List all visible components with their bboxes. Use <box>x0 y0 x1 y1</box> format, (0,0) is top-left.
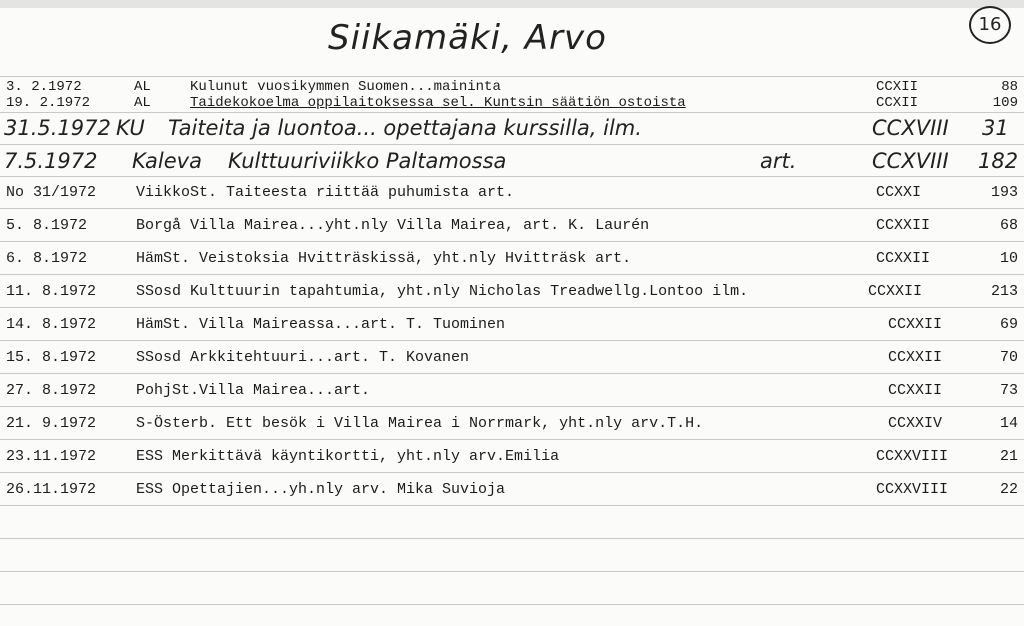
entry-volume: CCXXIV <box>888 415 943 432</box>
entry-row <box>0 94 1024 112</box>
rule-line <box>0 176 1024 177</box>
rule-line <box>0 208 1024 209</box>
entry-volume: CCXII <box>876 95 919 111</box>
entry-page: 73 <box>999 382 1018 399</box>
rule-line <box>0 76 1024 77</box>
entry-source: Kaleva <box>132 149 202 173</box>
entry-page: 31 <box>982 116 1009 140</box>
entry-volume: CCXXII <box>888 382 943 399</box>
entry-row <box>0 215 1024 237</box>
entry-volume: CCXII <box>876 79 919 95</box>
entry-date: 5. 8.1972 <box>6 217 88 234</box>
entry-volume: CCXVIII <box>872 149 949 173</box>
rule-line <box>0 307 1024 308</box>
entry-page: 213 <box>990 283 1018 300</box>
rule-line <box>0 340 1024 341</box>
entry-source: AL <box>134 79 151 95</box>
entry-row <box>0 380 1024 402</box>
entry-page: 182 <box>978 149 1019 173</box>
entry-page: 22 <box>999 481 1018 498</box>
entry-page: 193 <box>990 184 1018 201</box>
entry-volume: CCXXII <box>876 250 931 267</box>
entry-text: HämSt. Villa Maireassa...art. T. Tuominen <box>136 316 506 333</box>
entry-volume: CCXXI <box>876 184 922 201</box>
entry-text: ESS Opettajien...yh.nly arv. Mika Suvioja <box>136 481 506 498</box>
entry-volume: CCXVIII <box>872 116 949 140</box>
entry-volume: CCXXVIII <box>876 481 949 498</box>
entry-page: 88 <box>1001 79 1018 95</box>
entry-date: 26.11.1972 <box>6 481 97 498</box>
rule-line <box>0 505 1024 506</box>
entry-date: 23.11.1972 <box>6 448 97 465</box>
entry-page: 70 <box>999 349 1018 366</box>
entry-text: SSosd Arkkitehtuuri...art. T. Kovanen <box>136 349 470 366</box>
entry-date: 7.5.1972 <box>4 149 98 173</box>
rule-line <box>0 144 1024 145</box>
rule-line <box>0 439 1024 440</box>
card-top-edge <box>0 0 1024 8</box>
entry-date: 21. 9.1972 <box>6 415 97 432</box>
entry-row <box>0 347 1024 369</box>
entry-date: 15. 8.1972 <box>6 349 97 366</box>
rule-line <box>0 241 1024 242</box>
entry-page: 21 <box>999 448 1018 465</box>
entry-page: 109 <box>992 95 1018 111</box>
rule-line <box>0 604 1024 605</box>
entry-text: HämSt. Veistoksia Hvitträskissä, yht.nly Hvitträsk art. <box>136 250 632 267</box>
entry-text: ESS Merkittävä käyntikortti, yht.nly arv.Emilia <box>136 448 560 465</box>
entry-row <box>0 248 1024 270</box>
entry-date: 19. 2.1972 <box>6 95 91 111</box>
entry-text: Taiteita ja luontoa... opettajana kurssilla, ilm. <box>168 116 642 140</box>
entry-volume: CCXXII <box>876 217 931 234</box>
card-title: Siikamäki, Arvo <box>328 18 607 58</box>
entry-row <box>0 479 1024 501</box>
entry-date: 14. 8.1972 <box>6 316 97 333</box>
card-number: 16 <box>969 6 1011 44</box>
entry-page: 69 <box>999 316 1018 333</box>
entry-page: 68 <box>999 217 1018 234</box>
entry-text: Kulttuuriviikko Paltamossa <box>228 149 507 173</box>
rule-line <box>0 538 1024 539</box>
entry-date: 3. 2.1972 <box>6 79 82 95</box>
entry-source: KU <box>116 116 145 140</box>
handwritten-row <box>0 146 1024 176</box>
entry-volume: CCXXVIII <box>876 448 949 465</box>
rule-line <box>0 472 1024 473</box>
rule-line <box>0 406 1024 407</box>
entry-volume: CCXXII <box>868 283 923 300</box>
entry-text: Kulunut vuosikymmen Suomen...maininta <box>190 79 501 95</box>
rule-line <box>0 274 1024 275</box>
entry-date: No 31/1972 <box>6 184 97 201</box>
entry-date: 27. 8.1972 <box>6 382 97 399</box>
rule-line <box>0 571 1024 572</box>
entry-page: 14 <box>999 415 1018 432</box>
entry-text: PohjSt.Villa Mairea...art. <box>136 382 371 399</box>
entry-date: 31.5.1972 <box>4 116 111 140</box>
entry-row <box>0 446 1024 468</box>
entry-row <box>0 413 1024 435</box>
entry-text: SSosd Kulttuurin tapahtumia, yht.nly Nicholas Treadwellg.Lontoo ilm. <box>136 283 749 300</box>
entry-text: Taidekokoelma oppilaitoksessa sel. Kuntsin säätiön ostoista <box>190 95 686 111</box>
entry-date: 11. 8.1972 <box>6 283 97 300</box>
entry-page: 10 <box>999 250 1018 267</box>
rule-line <box>0 373 1024 374</box>
entry-source: AL <box>134 95 151 111</box>
entry-date: 6. 8.1972 <box>6 250 88 267</box>
entry-text: S-Österb. Ett besök i Villa Mairea i Norrmark, yht.nly arv.T.H. <box>136 415 704 432</box>
entry-text: Borgå Villa Mairea...yht.nly Villa Mairea, art. K. Laurén <box>136 217 650 234</box>
entry-volume: CCXXII <box>888 316 943 333</box>
entry-row <box>0 182 1024 204</box>
entry-row <box>0 281 1024 303</box>
entry-volume: CCXXII <box>888 349 943 366</box>
entry-text: ViikkoSt. Taiteesta riittää puhumista art. <box>136 184 515 201</box>
handwritten-row <box>0 113 1024 143</box>
entry-row <box>0 314 1024 336</box>
entry-extra: art. <box>760 149 797 173</box>
